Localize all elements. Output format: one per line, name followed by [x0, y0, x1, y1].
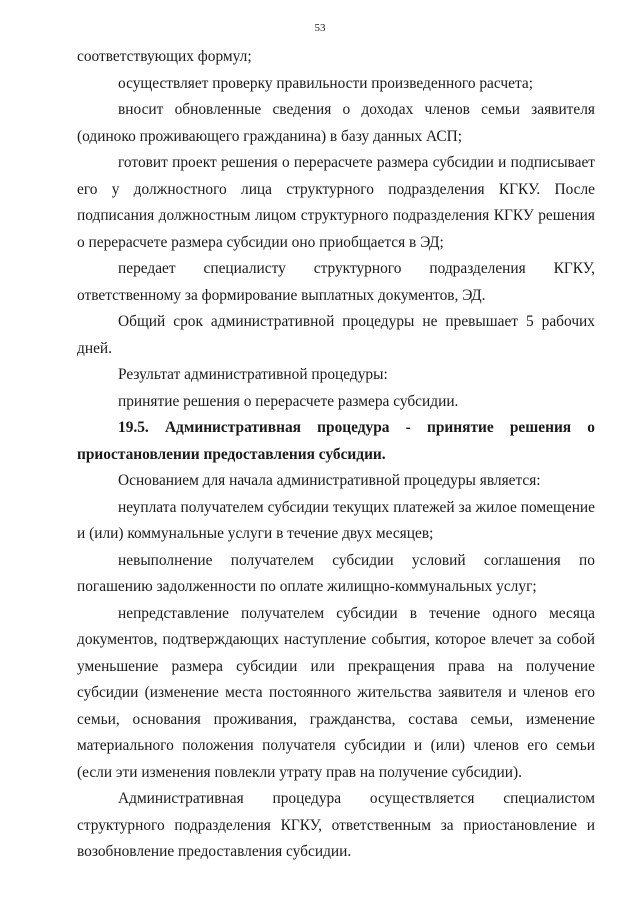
paragraph-result-label: Результат административной процедуры: [118, 366, 388, 383]
paragraph-ground-nonpayment: неуплата получателем субсидии текущих платежей за жилое помещение и (или) коммунальные услуги в течение двух месяцев; [77, 498, 595, 542]
paragraph-total-term: Общий срок административной процедуры не превышает 5 рабочих дней. [77, 313, 595, 357]
paragraph-update-income: вносит обновленные сведения о доходах членов семьи заявителя (одиноко проживающего гражданина) в базу данных АСП; [77, 101, 595, 145]
paragraph-transfer: передает специалисту структурного подразделения КГКУ, [118, 260, 595, 277]
paragraph-responsible-specialist: Административная процедура осуществляется специалистом структурного подразделения КГКУ, ответственным за приостановление и возобновление предоставления субсидии. [77, 790, 595, 860]
paragraph-continuation: соответствующих формул; [77, 48, 252, 65]
paragraph-grounds-intro: Основанием для начала административной процедуры является: [118, 472, 541, 489]
paragraph-prepare-decision: готовит проект решения о перерасчете размера субсидии и подписывает его у должностного лица структурного подразделения КГКУ. После подписания должностным лицом структурного подразделения КГКУ решения о перерасчете размера субсидии оно приобщается в ЭД; [77, 154, 595, 251]
document-body [77, 44, 595, 866]
paragraph-result: принятие решения о перерасчете размера субсидии. [118, 392, 459, 410]
paragraph-verification: осуществляет проверку правильности произведенного расчета; [118, 74, 533, 92]
section-heading-19-5: 19.5. Административная процедура - принятие решения о приостановлении предоставления субсидии. [77, 419, 595, 463]
page-number: 53 [314, 22, 326, 34]
paragraph-transfer-continued: ответственному за формирование выплатных документов, ЭД. [77, 286, 486, 304]
paragraph-ground-documents: непредставление получателем субсидии в течение одного месяца документов, подтверждающих наступление события, которое влечет за собой уменьшение размера субсидии или прекращения права на получение субсидии (изменение места постоянного жительства заявителя и членов его семьи, основания проживания, гражданства, состава семьи, изменение материального положения получателя субсидии и (или) членов его семьи (если эти изменения повлекли утрату прав на получение субсидии). [77, 604, 595, 781]
paragraph-ground-agreement: невыполнение получателем субсидии условий соглашения по погашению задолженности по оплате жилищно-коммунальных услуг; [77, 551, 595, 595]
